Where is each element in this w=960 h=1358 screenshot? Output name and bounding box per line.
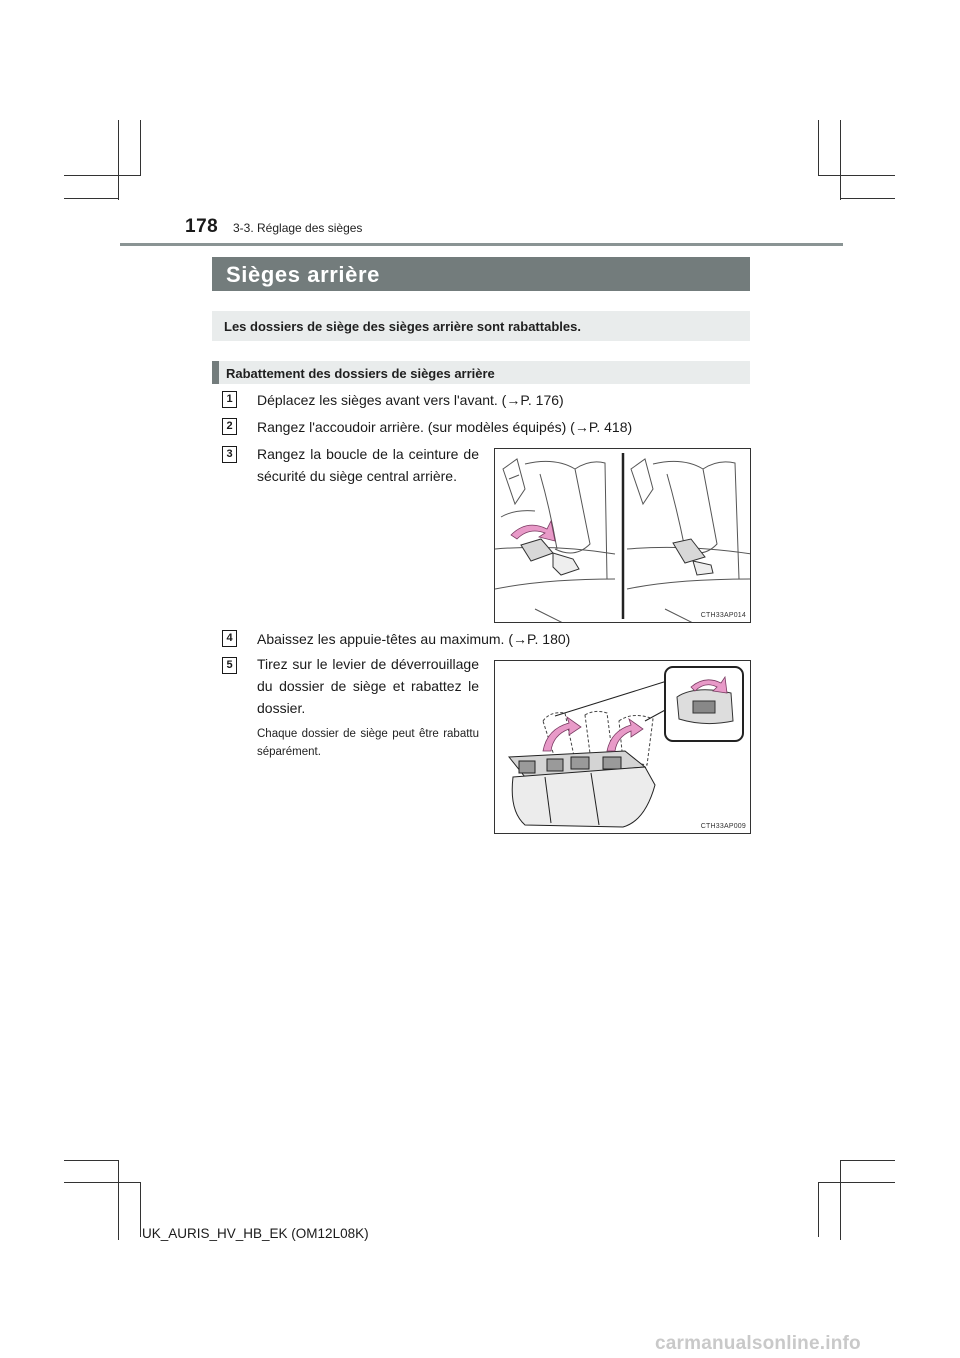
figure-seatbelt-buckle: [494, 448, 751, 623]
step-number: 2: [222, 418, 237, 435]
crop-mark: [818, 1182, 819, 1237]
crop-mark: [840, 198, 895, 199]
step-text: Déplacez les sièges avant vers l'avant. (→P. 176): [257, 392, 564, 408]
step-text: Abaissez les appuie-têtes au maximum. (→P. 180): [257, 631, 571, 647]
crop-mark: [64, 198, 119, 199]
crop-mark: [118, 1160, 119, 1240]
step-number: 4: [222, 630, 237, 647]
step-number: 3: [222, 446, 237, 463]
step-number: 5: [222, 657, 237, 674]
section-label: 3-3. Réglage des sièges: [233, 221, 363, 235]
page-number: 178: [185, 216, 219, 237]
crop-mark: [140, 120, 141, 175]
header-divider: [120, 243, 843, 246]
crop-mark: [840, 1160, 841, 1240]
watermark: carmanualsonline.info: [655, 1333, 861, 1354]
figure-code: CTH33AP009: [700, 823, 746, 830]
fold-seatback-illustration: [495, 661, 751, 834]
step-text: Tirez sur le levier de déverrouillage du dossier de siège et rabattez le dossier.: [257, 656, 479, 716]
step-text: Rangez la boucle de la ceinture de sécurité du siège central arrière.: [257, 446, 479, 484]
crop-mark: [818, 120, 819, 175]
page-title: Sièges arrière: [212, 257, 750, 291]
subsection-heading: Rabattement des dossiers de sièges arrière: [212, 361, 750, 384]
crop-mark: [140, 1182, 141, 1237]
crop-mark: [118, 120, 119, 200]
figure-code: CTH33AP014: [700, 612, 746, 619]
seatbelt-buckle-illustration: [495, 449, 751, 623]
document-footer: UK_AURIS_HV_HB_EK (OM12L08K): [142, 1226, 369, 1241]
crop-mark: [840, 120, 841, 200]
step-number: 1: [222, 391, 237, 408]
crop-mark: [840, 1160, 895, 1161]
figure-fold-seatbacks: [494, 660, 751, 834]
crop-mark: [64, 1182, 141, 1183]
intro-text: Les dossiers de siège des sièges arrière sont rabattables.: [212, 311, 750, 341]
step-note: Chaque dossier de siège peut être rabattu séparément.: [257, 728, 479, 758]
crop-mark: [818, 175, 895, 176]
crop-mark: [818, 1182, 895, 1183]
step-text: Rangez l'accoudoir arrière. (sur modèles équipés) (→P. 418): [257, 419, 633, 435]
crop-mark: [64, 1160, 119, 1161]
crop-mark: [64, 175, 141, 176]
